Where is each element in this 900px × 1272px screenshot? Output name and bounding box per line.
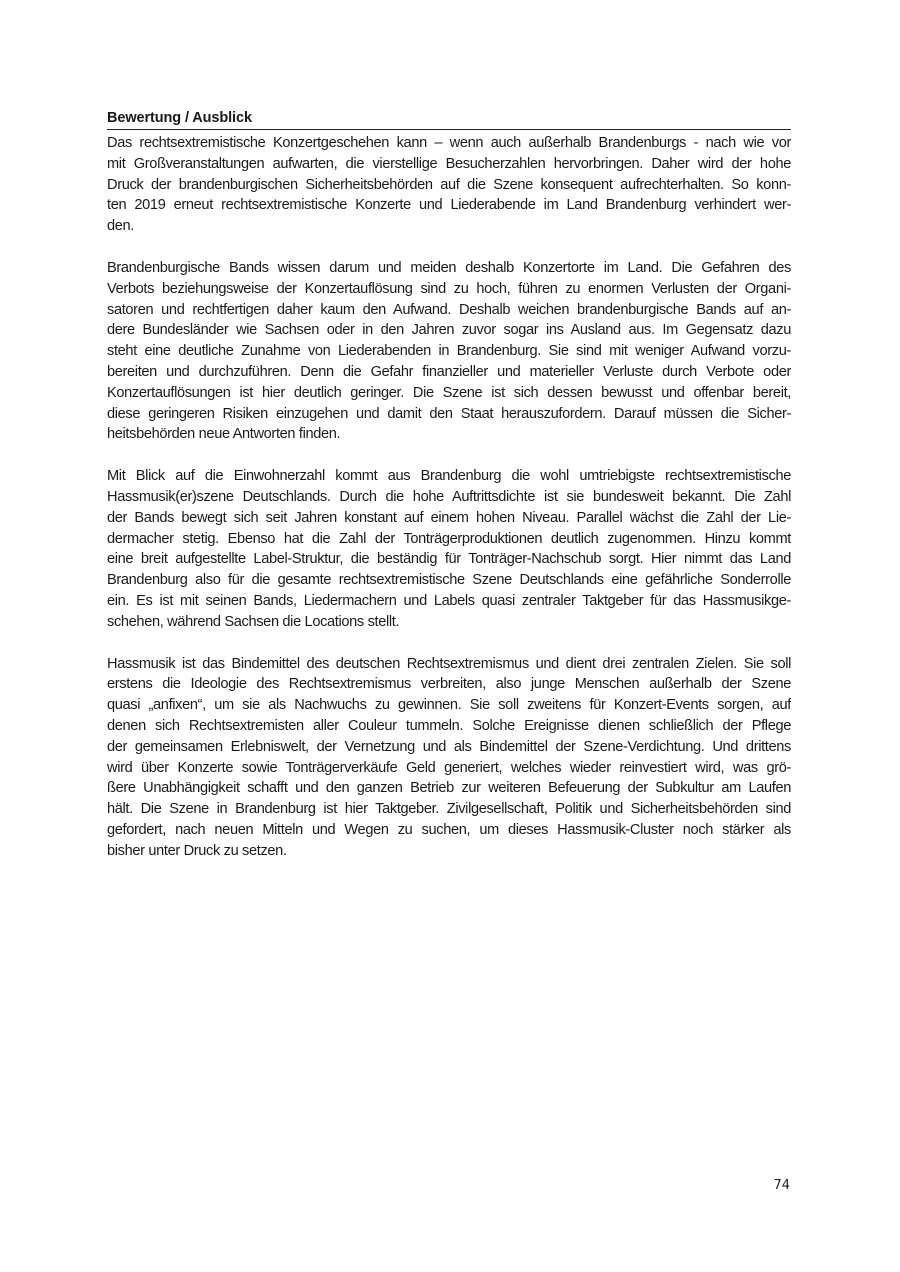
text-line: Brandenburg also für die gesamte rechtsextremistische Szene Deutschlands eine gefährliche Sonderrolle [107,572,791,589]
page-content [107,108,791,862]
section-heading: Bewertung / Ausblick [107,108,791,130]
text-line: erstens die Ideologie des Rechtsextremismus verbreiten, also junge Menschen außerhalb der Szene [107,676,791,693]
text-line: Mit Blick auf die Einwohnerzahl kommt aus Brandenburg die wohl umtriebigste rechtsextremistische [107,468,791,485]
text-line: hält. Die Szene in Brandenburg ist hier Taktgeber. Zivilgesellschaft, Politik und Sicherheitsbehörden sind [107,801,791,818]
text-line: schehen, während Sachsen die Locations stellt. [107,613,400,630]
paragraph-1 [107,133,791,237]
text-line: Konzertauflösungen ist hier deutlich geringer. Die Szene ist sich dessen bewusst und offenbar bereit, [107,384,791,401]
text-line: gefordert, nach neuen Mitteln und Wegen zu suchen, um dieses Hassmusik-Cluster noch stärker als [107,821,791,838]
body-text [107,133,791,862]
text-line: satoren und rechtfertigen daher kaum den Aufwand. Deshalb weichen brandenburgische Bands auf an- [107,301,791,318]
text-line: dere Bundesländer wie Sachsen oder in den Jahren zuvor sogar ins Ausland aus. Im Gegensatz dazu [107,322,791,339]
text-line: der Bands bewegt sich seit Jahren konstant auf einem hohen Niveau. Parallel wächst die Zahl der Lie- [107,509,791,526]
paragraph-2 [107,258,791,445]
paragraph-3 [107,466,791,632]
paragraph-4 [107,654,791,862]
text-line: Brandenburgische Bands wissen darum und meiden deshalb Konzertorte im Land. Die Gefahren des [107,259,791,276]
text-line: eine breit aufgestellte Label-Struktur, die beständig für Tonträger-Nachschub sorgt. Hier nimmt das Land [107,551,791,568]
text-line: ein. Es ist mit seinen Bands, Liedermachern und Labels quasi zentraler Taktgeber für das Hassmusikge- [107,592,791,609]
text-line: den. [107,218,135,235]
text-line: steht eine deutliche Zunahme von Liederabenden in Brandenburg. Sie sind mit weniger Aufwand vorzu- [107,343,791,360]
text-line: der gemeinsamen Erlebniswelt, der Vernetzung und als Bindemittel der Szene-Verdichtung. Und drittens [107,738,791,755]
text-line: Verbots beziehungsweise der Konzertauflösung sind zu hoch, führen zu enormen Verlusten der Organi- [107,280,791,297]
text-line: Das rechtsextremistische Konzertgeschehen kann – wenn auch außerhalb Brandenburgs - nach wie vor [107,135,791,151]
text-line: denen sich Rechtsextremisten aller Couleur tummeln. Solche Ereignisse dienen schließlich der Pflege [107,717,791,734]
text-line: Hassmusik(er)szene Deutschlands. Durch die hohe Auftrittsdichte ist sie bundesweit bekannt. Die Zahl [107,488,791,505]
text-line: ten 2019 erneut rechtsextremistische Konzerte und Liederabende im Land Brandenburg verhindert wer- [107,197,791,214]
text-line: bisher unter Druck zu setzen. [107,842,287,859]
text-line: ßere Unabhängigkeit schafft und den ganzen Betrieb zur weiteren Befeuerung der Subkultur am Laufen [107,780,791,797]
text-line: quasi „anfixen“, um sie als Nachwuchs zu gewinnen. Sie soll zweitens für Konzert-Events sorgen, auf [107,697,791,714]
text-line: wird über Konzerte sowie Tonträgerverkäufe Geld generiert, welches wieder reinvestiert wird, was grö- [107,759,791,776]
text-line: diese geringeren Risiken einzugehen und damit den Staat herauszufordern. Darauf müssen die Sicher- [107,405,791,422]
text-line: Druck der brandenburgischen Sicherheitsbehörden auf die Szene konsequent aufrechterhalten. So konn- [107,176,791,193]
text-line: dermacher stetig. Ebenso hat die Zahl der Tonträgerproduktionen deutlich zugenommen. Hinzu kommt [107,530,791,547]
text-line: heitsbehörden neue Antworten finden. [107,426,341,443]
text-line: mit Großveranstaltungen aufwarten, die vierstellige Besucherzahlen hervorbringen. Daher wird der hohe [107,155,791,172]
text-line: Hassmusik ist das Bindemittel des deutschen Rechtsextremismus und dient drei zentralen Zielen. Sie soll [107,655,791,672]
page-number: 74 [773,1178,790,1193]
text-line: bereiten und durchzuführen. Denn die Gefahr finanzieller und materieller Verluste durch Verbote oder [107,363,791,380]
